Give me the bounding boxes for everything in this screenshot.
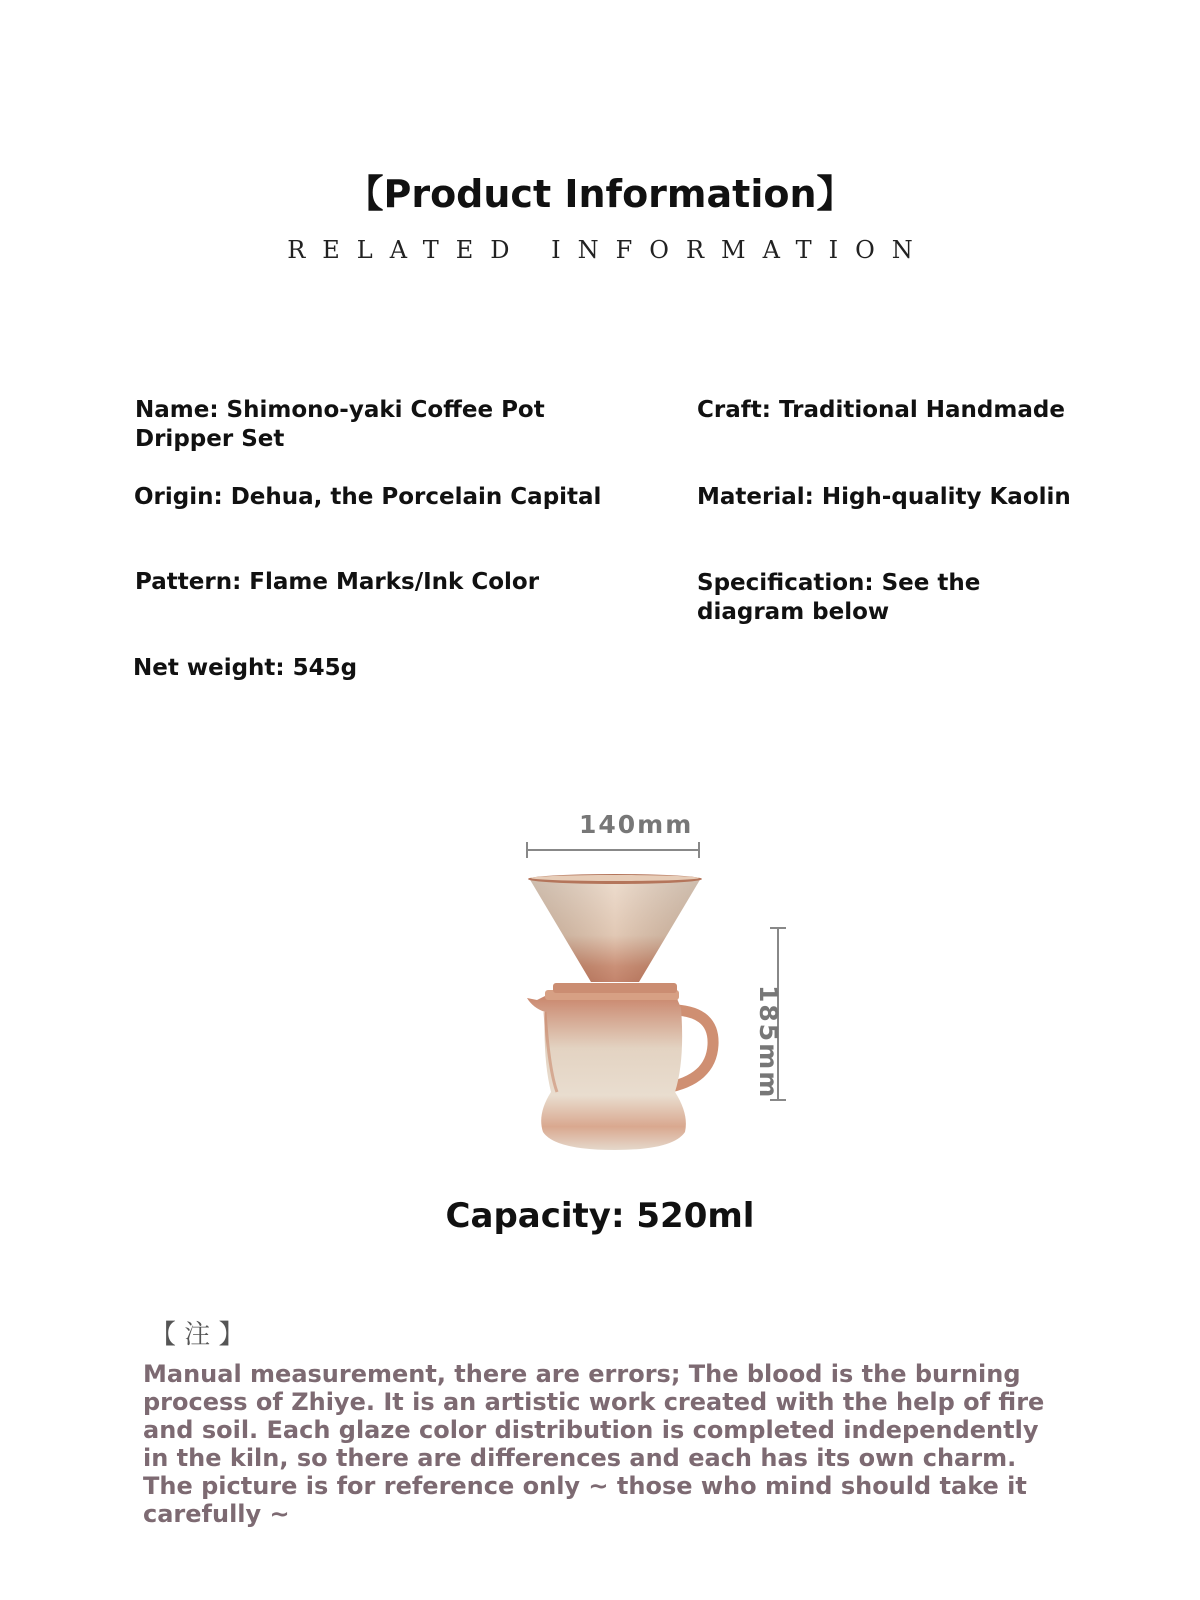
page-subtitle: RELATED INFORMATION <box>287 236 930 264</box>
note-heading: 【 注 】 <box>150 1320 245 1350</box>
page-title: 【Product Information】 <box>345 172 855 216</box>
height-dimension-label: 185mm <box>754 985 783 1100</box>
spec-pattern: Pattern: Flame Marks/Ink Color <box>135 569 540 595</box>
spec-origin: Origin: Dehua, the Porcelain Capital <box>134 484 602 510</box>
spec-craft: Craft: Traditional Handmade <box>697 397 1065 423</box>
spec-specification: Specification: See the diagram below <box>697 570 981 625</box>
spec-material: Material: High-quality Kaolin <box>697 484 1071 510</box>
spec-net-weight: Net weight: 545g <box>133 655 358 681</box>
width-dimension-line <box>520 838 710 862</box>
width-dimension-label: 140mm <box>579 810 694 839</box>
note-body: Manual measurement, there are errors; The blood is the burning process of Zhiye. It is an artistic work created with the help of fire and soil. Each glaze color distribution is completed independently in the kiln, so there are differences and each has its own charm. The picture is for reference only ~ those who mind should take it carefully ~ <box>143 1360 1045 1528</box>
coffee-dripper-set-illustration <box>515 870 730 1160</box>
spec-name: Name: Shimono-yaki Coffee Pot Dripper Set <box>135 397 545 452</box>
capacity-label: Capacity: 520ml <box>445 1196 755 1236</box>
